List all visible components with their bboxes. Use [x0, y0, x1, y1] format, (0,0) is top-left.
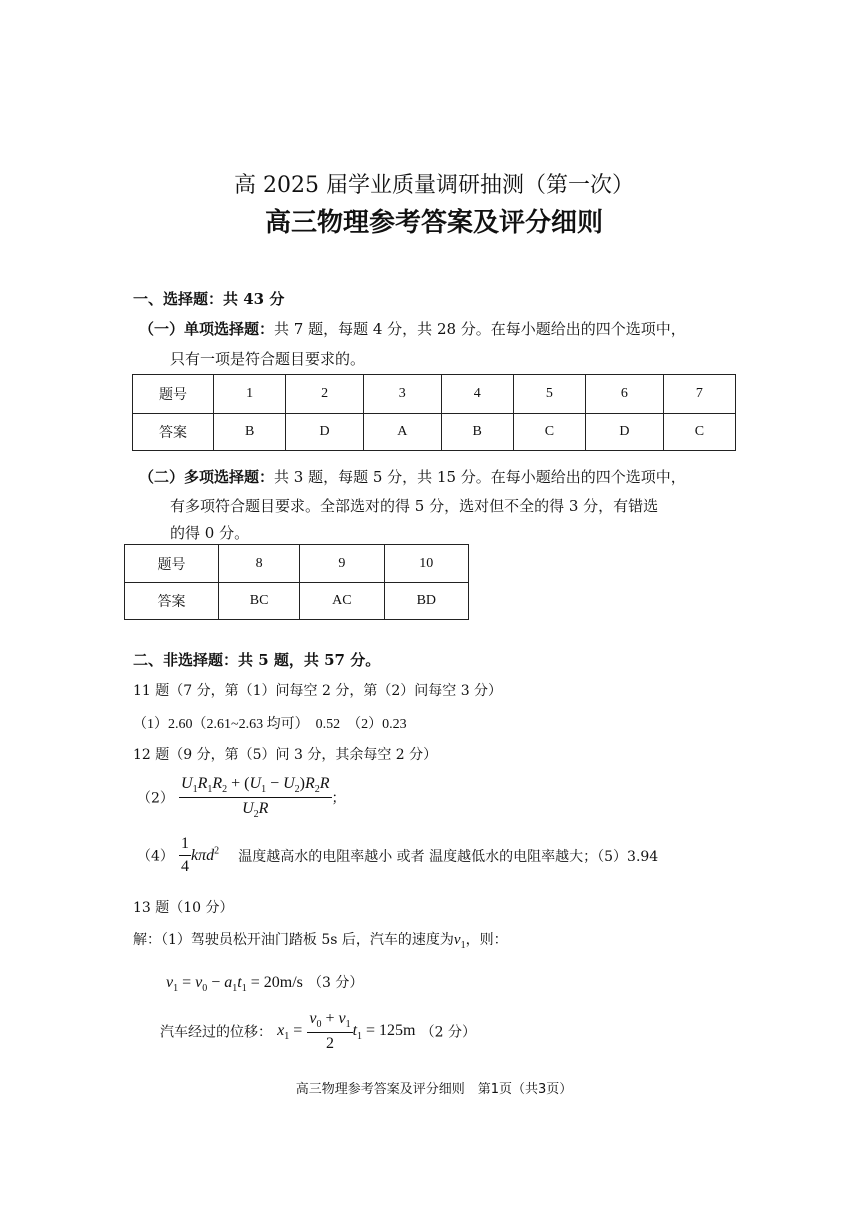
table-row: [133, 414, 736, 451]
single-choice-table: [132, 374, 736, 451]
q13-solution-intro: 解：（1）驾驶员松开油门踏板 5s 后，汽车的速度为$v_1$，则：: [133, 932, 508, 951]
part2-heading: [139, 466, 686, 487]
q13-eq1-score: （3 分）: [307, 975, 364, 991]
answer-cell: A: [363, 414, 441, 451]
q12-p4-text: 温度越高水的电阻率越小 或者 温度越低水的电阻率越大；（5）3.94: [238, 848, 659, 865]
question-number: 8: [219, 545, 300, 583]
question-number: 1: [214, 375, 286, 414]
q13-equation-2: 汽车经过的位移： $x_1$ = $\frac{v_0 + v_1}{2}$ $t_1 = 125m$ （2 分）: [160, 1010, 476, 1053]
section2-heading: 二、非选择题：共 5 题，共 57 分。: [133, 651, 381, 669]
resistance-formula: $\frac{U_1R_1R_2 + (U_1 - U_2)R_2R}{U_2R}$: [181, 775, 330, 821]
q12-title: 12 题（9 分，第（5）问 3 分，其余每空 2 分）: [133, 747, 438, 763]
answer-cell: B: [441, 414, 513, 451]
part2-line2: 有多项符合题目要求。全部选对的得 5 分，选对但不全的得 3 分，有错选: [170, 497, 659, 515]
question-number: 7: [663, 375, 735, 414]
row-label: 题号: [125, 545, 219, 583]
answer-cell: B: [214, 414, 286, 451]
q12-p2-tail: ；: [331, 790, 346, 807]
page-footer: 高三物理参考答案及评分细则 第1页（共3页）: [295, 1082, 573, 1097]
answer-cell: C: [513, 414, 585, 451]
displacement-formula: $\frac{v_0 + v_1}{2}$: [309, 1010, 351, 1053]
row-label: 答案: [125, 583, 219, 620]
exam-title: 高 2025 届学业质量调研抽测（第一次）: [234, 173, 634, 198]
multi-choice-table: [124, 544, 469, 620]
part2-line3: 的得 0 分。: [170, 524, 250, 542]
part1-heading-text: 共 7 题，每题 4 分，共 28 分。在每小题给出的四个选项中，: [274, 320, 686, 338]
table-row: [125, 583, 469, 620]
question-number: 4: [441, 375, 513, 414]
answer-cell: BD: [384, 583, 468, 620]
part1-line2: 只有一项是符合题目要求的。: [170, 350, 366, 368]
answer-cell: D: [286, 414, 364, 451]
q12-p4-label: （4）: [137, 848, 174, 865]
part2-heading-label: （二）多项选择题：: [139, 468, 275, 486]
row-label: 题号: [133, 375, 214, 414]
part1-heading-label: （一）单项选择题：: [139, 320, 275, 338]
q13-eq2-score: （2 分）: [420, 1024, 476, 1041]
doc-title: 高三物理参考答案及评分细则: [264, 208, 603, 238]
answer-cell: C: [663, 414, 735, 451]
question-number: 3: [363, 375, 441, 414]
question-number: 9: [300, 545, 384, 583]
q13-disp-label: 汽车经过的位移：: [160, 1024, 272, 1041]
q11-answer: （1）2.60（2.61~2.63 均可） 0.52 （2）0.23: [133, 717, 407, 732]
q12-part2: [137, 775, 346, 820]
answer-cell: AC: [300, 583, 384, 620]
part1-heading: [139, 318, 686, 339]
q13-sol-text: 解：（1）驾驶员松开油门踏板 5s 后，汽车的速度为: [133, 932, 454, 948]
formula-quarter-k-pi-d2: $\frac{1}{4}$: [181, 835, 190, 875]
q13-title: 13 题（10 分）: [133, 900, 234, 916]
q12-part4: （4） $\frac{1}{4}$ kπd$^2$ 温度越高水的电阻率越小 或者 温度越低水的电阻率越大；（5）3.94: [137, 835, 659, 875]
answer-cell: BC: [219, 583, 300, 620]
q11-title: 11 题（7 分，第（1）问每空 2 分，第（2）问每空 3 分）: [133, 683, 503, 699]
q13-equation-1: $v_1 = v_0 - a_1t_1 = 20m/s$ （3 分）: [166, 974, 364, 995]
table-row: [133, 375, 736, 414]
table-row: [125, 545, 469, 583]
question-number: 10: [384, 545, 468, 583]
q12-p2-label: （2）: [137, 790, 174, 807]
row-label: 答案: [133, 414, 214, 451]
q13-sol-tail: ，则：: [465, 932, 508, 948]
question-number: 2: [286, 375, 364, 414]
question-number: 5: [513, 375, 585, 414]
section1-heading: 一、选择题：共 43 分: [133, 290, 285, 308]
question-number: 6: [586, 375, 664, 414]
answer-cell: D: [586, 414, 664, 451]
part2-heading-text: 共 3 题，每题 5 分，共 15 分。在每小题给出的四个选项中，: [274, 468, 686, 486]
